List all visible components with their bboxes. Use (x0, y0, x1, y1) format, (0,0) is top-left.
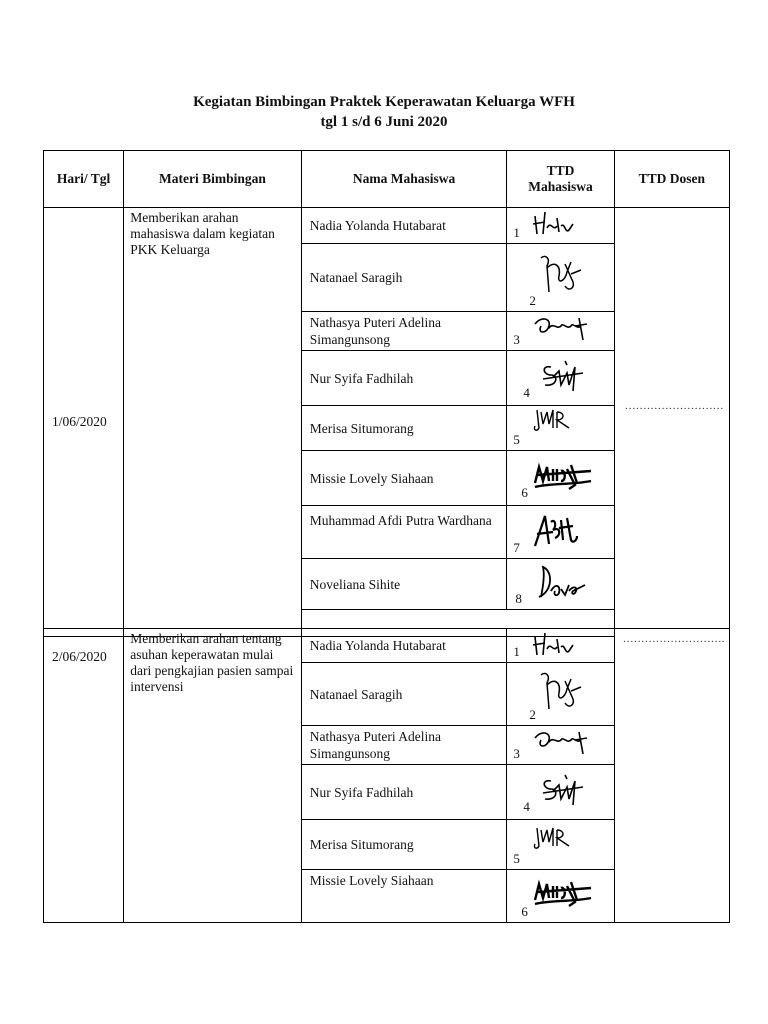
signature-image (531, 771, 587, 811)
signature-number: 2 (529, 293, 536, 308)
signature-number: 8 (515, 591, 522, 606)
signature-cell (507, 629, 614, 663)
signature-image (531, 669, 591, 719)
signature-number: 6 (521, 485, 528, 500)
signature-number: 3 (513, 746, 520, 761)
session-materi: Memberikan arahan mahasiswa dalam kegiatan PKK Keluarga (124, 208, 302, 637)
header-nama: Nama Mahasiswa (301, 151, 507, 208)
header-day: Hari/ Tgl (44, 151, 124, 208)
table-header (43, 150, 730, 208)
signature-cell (507, 506, 614, 559)
student-name: Nadia Yolanda Hutabarat (301, 208, 507, 244)
signature-image (531, 252, 591, 304)
signature-number: 2 (529, 707, 536, 722)
signature-image (531, 728, 591, 758)
signature-number: 5 (513, 851, 520, 866)
signature-cell (507, 351, 614, 406)
header-ttd-mahasiswa: TTD Mahasiswa (507, 151, 614, 208)
signature-number: 3 (513, 332, 520, 347)
signature-number: 5 (513, 432, 520, 447)
session-date: 2/06/2020 (44, 629, 124, 923)
student-name: Nathasya Puteri Adelina Simangunsong (301, 312, 507, 351)
signature-number: 4 (523, 799, 530, 814)
signature-cell (507, 870, 614, 923)
session-date: 1/06/2020 (44, 208, 124, 637)
student-name: Muhammad Afdi Putra Wardhana (301, 506, 507, 559)
signature-image (531, 824, 581, 854)
student-name: Natanael Saragih (301, 663, 507, 726)
session-1-table (43, 207, 730, 637)
header-ttd-dosen: TTD Dosen (614, 151, 729, 208)
signature-image (531, 314, 591, 344)
student-name: Merisa Situmorang (301, 820, 507, 870)
student-name: Nathasya Puteri Adelina Simangunsong (301, 726, 507, 765)
student-name: Merisa Situmorang (301, 406, 507, 451)
signature-cell (507, 765, 614, 820)
student-name: Nur Syifa Fadhilah (301, 765, 507, 820)
document-subtitle: tgl 1 s/d 6 Juni 2020 (320, 114, 448, 130)
student-name: Noveliana Sihite (301, 559, 507, 610)
dosen-signature-line: ……………………… (624, 400, 724, 412)
signature-image (531, 406, 581, 436)
student-name: Missie Lovely Siahaan (301, 451, 507, 506)
signature-image (531, 631, 581, 661)
signature-cell (507, 451, 614, 506)
signature-number: 4 (523, 385, 530, 400)
student-name: Nur Syifa Fadhilah (301, 351, 507, 406)
signature-image (531, 876, 595, 912)
signature-number: 1 (513, 225, 520, 240)
signature-image (531, 563, 587, 603)
signature-cell (507, 406, 614, 451)
signature-cell (507, 208, 614, 244)
signature-cell (507, 312, 614, 351)
signature-number: 7 (513, 540, 520, 555)
signature-image (531, 459, 595, 495)
signature-image (531, 357, 587, 397)
document-title: Kegiatan Bimbingan Praktek Keperawatan Keluarga WFH (193, 94, 575, 110)
signature-cell (507, 559, 614, 610)
student-name: Missie Lovely Siahaan (301, 870, 507, 923)
signature-cell (507, 726, 614, 765)
dosen-signature-line: ………………………. (622, 633, 725, 645)
signature-number: 6 (521, 904, 528, 919)
signature-image (531, 510, 581, 552)
signature-cell (507, 663, 614, 726)
signature-number: 1 (513, 644, 520, 659)
dosen-signature-cell (614, 629, 729, 923)
signature-cell (507, 820, 614, 870)
header-materi: Materi Bimbingan (124, 151, 302, 208)
student-name: Nadia Yolanda Hutabarat (301, 629, 507, 663)
student-name: Natanael Saragih (301, 244, 507, 312)
session-2-table (43, 628, 730, 923)
dosen-signature-cell (614, 208, 729, 637)
signature-image (531, 210, 581, 240)
session-materi: Memberikan arahan tentang asuhan keperawatan mulai dari pengkajian pasien sampai intervensi (124, 629, 302, 923)
signature-cell (507, 244, 614, 312)
